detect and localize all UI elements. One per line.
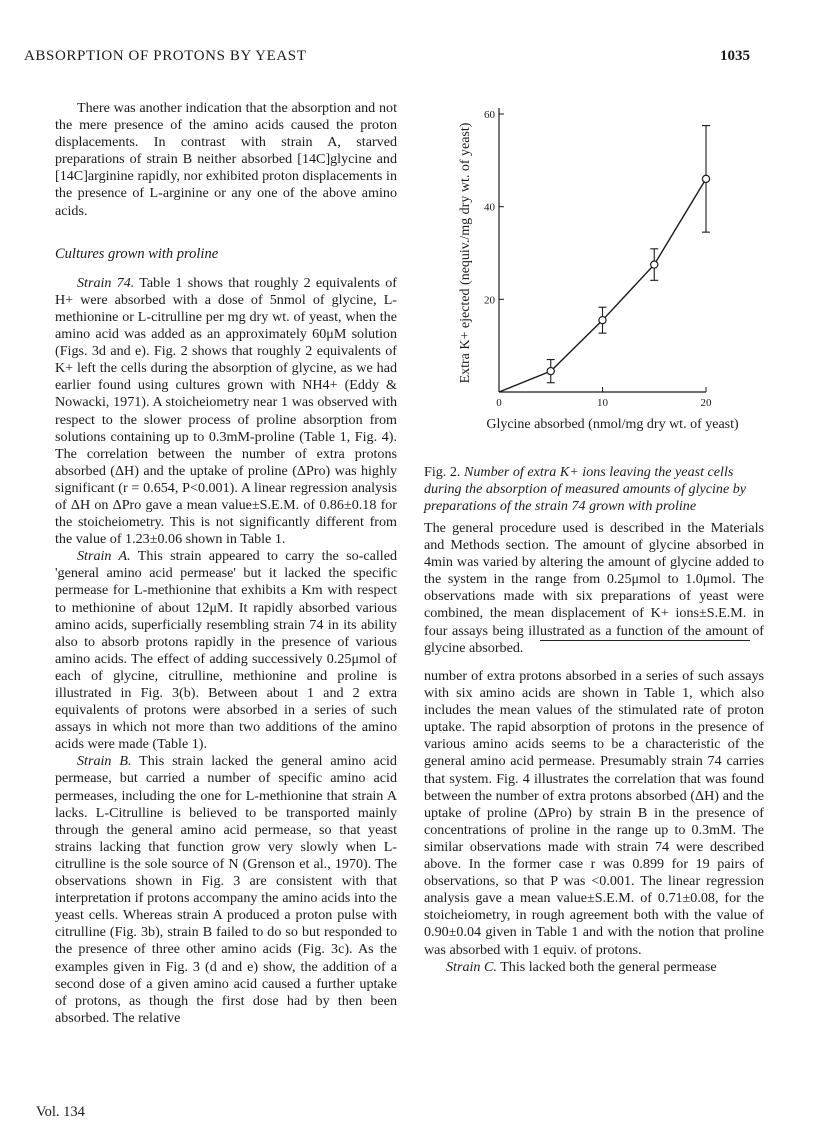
page-number: 1035: [720, 48, 750, 64]
right-column: [424, 668, 764, 976]
x-tick-label: 20: [700, 397, 712, 409]
data-point: [651, 261, 658, 268]
running-head-title: ABSORPTION OF PROTONS BY YEAST: [24, 48, 307, 64]
figure-caption-label: Fig. 2.: [424, 464, 461, 480]
strain-c-lead: Strain C.: [446, 958, 497, 975]
paragraph-continued: number of extra protons absorbed in a series of such assays with six amino acids are shown in Table 1, which also includes the mean values of the stimulated rate of proton uptake. The rapid absorption of protons in the presence of various amino acids seems to be a characteristic of the general amino acid permease. Presumably strain 74 carries that system. Fig. 4 illustrates the correlation that was found between the number of extra protons absorbed (ΔH) and the uptake of proline (ΔPro) by strain B in the presence of concentrations of proline in the range up to 0.3mM. The similar observations made with strain 74 were described above. In the former case r was 0.899 for 19 pairs of observations, so that P was <0.001. The linear regression analysis gave a mean value±S.E.M. of 0.71±0.08, for the stoicheiometry, in rough agreement both with the value of 0.90±0.04 given in Table 1 and with the notion that proline was absorbed with 1 equiv. of protons.: [424, 668, 764, 958]
y-tick-label: 40: [484, 201, 495, 214]
strain-74-text: Table 1 shows that roughly 2 equivalents of H+ were absorbed with a dose of 5nmol of glycine, L-methionine or L-citrulline per mg dry wt. of yeast, when the amino acid was added as an approximately 60μM solution (Figs. 3d and e). Fig. 2 shows that roughly 2 equivalents of K+ left the cells during the absorption of glycine, as we had earlier found using cultures grown with NH4+ (Eddy & Nowacki, 1971). A stoicheiometry near 1 was observed with respect to the slower process of proline absorption from solutions containing up to 0.3mM-proline (Table 1, Fig. 4). The correlation between the number of extra protons absorbed (ΔH) and the uptake of proline (ΔPro) was highly significant (r = 0.654, P<0.001). A linear regression analysis of ΔH on ΔPro gave a mean value±S.E.M. of 0.86±0.18 for the stoicheiometry. This is not significantly different from the value of 1.23±0.06 shown in Table 1.: [55, 274, 397, 548]
y-tick-label: 60: [484, 109, 495, 121]
paragraph-intro: There was another indication that the absorption and not the mere presence of the amino acids caused the proton displacements. In contrast with strain A, starved preparations of strain B neither absorbed [14C]glycine and [14C]arginine rapidly, nor exhibited proton displacements in the presence of L-arginine or any one of the above amino acids.: [55, 100, 397, 219]
data-point: [702, 175, 709, 182]
x-axis-label: Glycine absorbed (nmol/mg dry wt. of yeast): [486, 417, 739, 432]
x-tick-label: 10: [597, 397, 608, 409]
strain-a-lead: Strain A.: [77, 548, 131, 565]
strain-74-lead: Strain 74.: [77, 274, 135, 291]
strain-a-text: This strain appeared to carry the so-called 'general amino acid permease' but it lacked the specific permease for L-methionine that exhibits a Km with respect to methionine of about 12μM. It rapidly absorbed various amino acids, superficially resembling strain 74 in its ability also to absorb protons rapidly in the presence of various amino acids. The effect of adding successively 0.25μmol of each of glycine, citrulline, methionine and proline is illustrated in Fig. 3(b). Between about 1 and 2 extra equivalents of protons were absorbed in a series of such assays in which not more than two additions of the amino acids were made (Table 1).: [55, 548, 397, 753]
x-tick-label: 0: [496, 397, 502, 409]
y-axis-label: Extra K+ ejected (nequiv./mg dry wt. of yeast): [458, 122, 473, 384]
data-point: [599, 317, 606, 324]
strain-c-text: This lacked both the general permease: [500, 958, 717, 975]
strain-b-lead: Strain B.: [77, 753, 132, 770]
paragraph-strain-c: [424, 959, 764, 976]
strain-b-text: This strain lacked the general amino acid permease, but carried a number of specific amino acid permeases, including the one for L-methionine that strain A lacks. L-Citrulline is believed to be transported mainly through the general amino acid permease, so that yeast strains lacking that function grow very slowly when L-citrulline is the sole source of N (Grenson et al., 1970). The observations shown in Fig. 3 are consistent with that interpretation if protons accompany the amino acids into the yeast cells. Whereas strain A produced a proton pulse with citrulline (Fig. 3b), strain B failed to do so but responded to the presence of three other amino acids (Fig. 3c). As the examples given in Fig. 3 (d and e) show, the addition of a second dose of a given amino acid caused a further uptake of protons, as though the first dose had by then been absorbed. The relative: [55, 753, 397, 1026]
figure-caption-heading: Number of extra K+ ions leaving the yeast cells during the absorption of measured amounts of glycine by preparations of the strain 74 grown with proline: [424, 464, 747, 515]
paragraph-strain-74: [55, 275, 397, 549]
paragraph-strain-b: [55, 753, 397, 1027]
left-column: [55, 100, 397, 1027]
figure-legend: [424, 520, 764, 657]
data-point: [547, 368, 554, 375]
paragraph-strain-a: [55, 548, 397, 753]
figure-caption-text: The general procedure used is described in the Materials and Methods section. The amount of glycine absorbed in 4min was varied by altering the amount of glycine added to the system in the range from 0.25μmol to 1.0μmol. The observations made with six preparations of yeast were combined, the mean displacement of K+ ions±S.E.M. in four assays being illustrated as a function of the amount of glycine absorbed.: [424, 520, 764, 656]
section-heading: Cultures grown with proline: [55, 245, 219, 262]
series-line: [499, 179, 706, 392]
section-divider: [540, 640, 750, 641]
figure-2-chart: [444, 96, 764, 466]
y-tick-label: 20: [484, 294, 495, 307]
volume-footer: Vol. 134: [36, 1104, 85, 1120]
figure-caption-title: [424, 464, 764, 515]
